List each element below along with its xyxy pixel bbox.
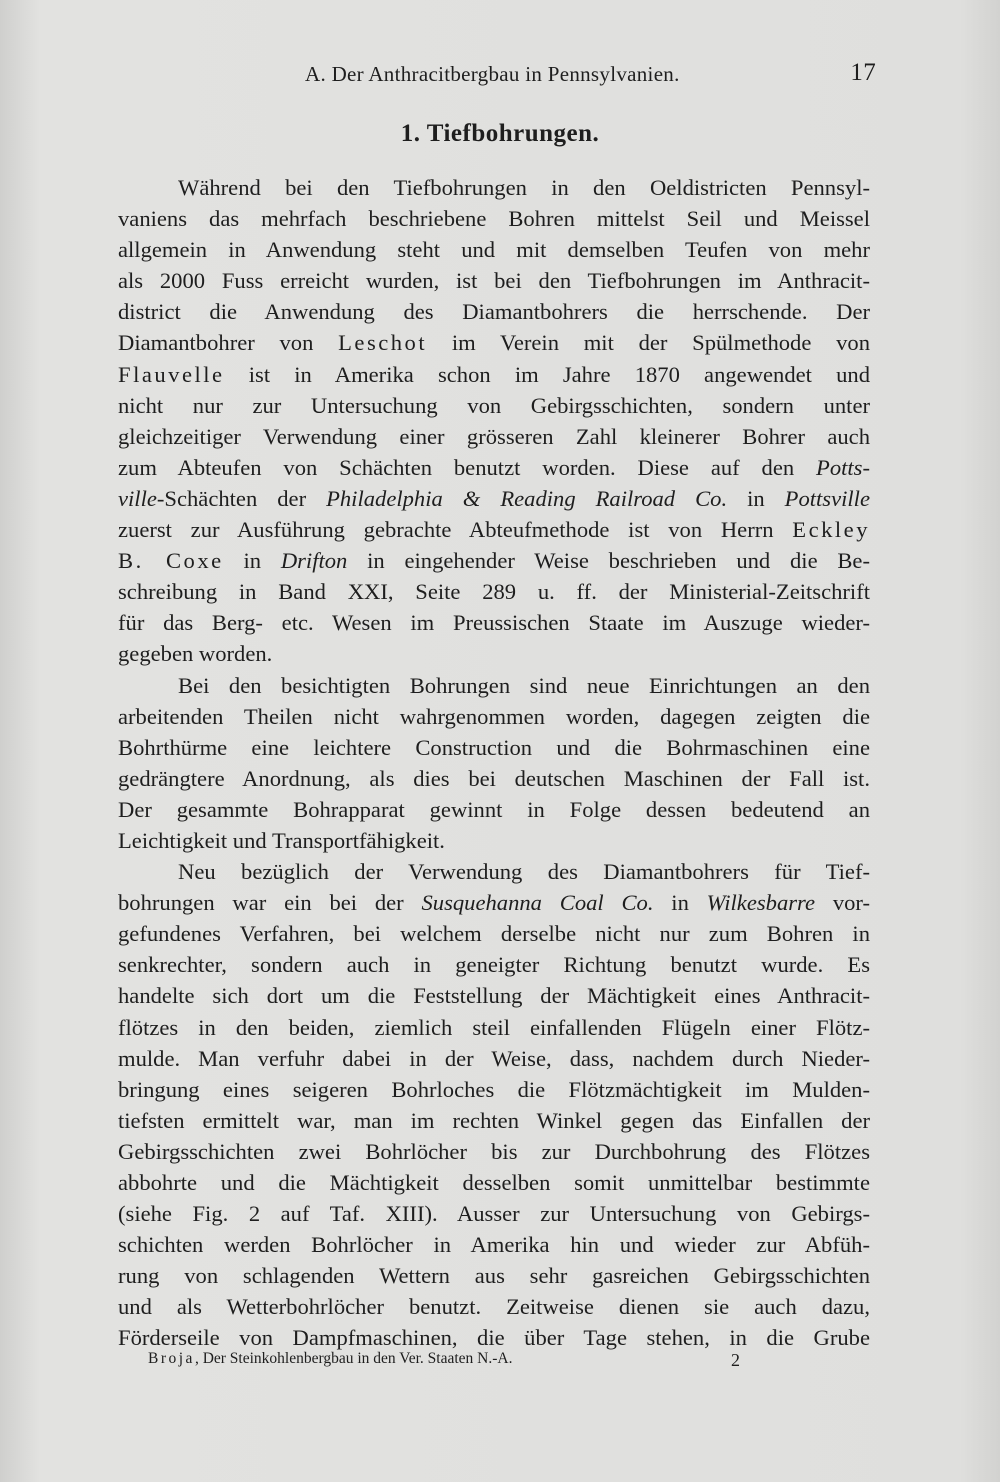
- text-line: [118, 545, 870, 576]
- text-line: abbohrte und die Mächtigkeit desselben somit unmittelbar bestimmte: [118, 1170, 870, 1195]
- italic-place: Wilkesbarre: [706, 890, 816, 916]
- section-title: 1. Tiefbohrungen.: [400, 120, 600, 147]
- italic-place: ville: [118, 485, 157, 511]
- text-line: [118, 359, 870, 390]
- italic-place: Potts-: [816, 454, 870, 480]
- signature-mark: 2: [731, 1350, 740, 1370]
- text-line: flötzes in den beiden, ziemlich steil einfallenden Flügeln einer Flötz-: [118, 1014, 870, 1040]
- text-run: bohrungen war ein bei der: [118, 890, 422, 916]
- running-title: A. Der Anthracitbergbau in Pennsylvanien.: [305, 62, 680, 86]
- text-line: [118, 327, 870, 358]
- text-line: senkrechter, sondern auch in geneigter Richtung benutzt wurde. Es: [118, 952, 870, 978]
- text-line: handelte sich dort um die Feststellung der Mächtigkeit eines Anthracit-: [118, 983, 870, 1009]
- text-line: [118, 483, 870, 514]
- text-line: allgemein in Anwendung steht und mit demselben Teufen von mehr: [118, 237, 870, 263]
- text-line: als 2000 Fuss erreicht wurden, ist bei den Tiefbohrungen im Anthracit-: [118, 268, 870, 294]
- text-line: für das Berg- etc. Wesen im Preussischen Staate im Auszuge wieder-: [118, 610, 870, 636]
- text-line: Neu bezüglich der Verwendung des Diamantbohrers für Tief-: [178, 859, 870, 885]
- page-number: 17: [850, 59, 876, 86]
- text-line: bringung eines seigeren Bohrloches die Flötzmächtigkeit im Mulden-: [118, 1076, 870, 1102]
- text-run: -Schächten der: [156, 485, 327, 511]
- text-line: vaniens das mehrfach beschriebene Bohren mittelst Seil und Meissel: [118, 206, 870, 232]
- text-line: (siehe Fig. 2 auf Taf. XIII). Ausser zur Untersuchung von Gebirgs-: [118, 1201, 870, 1227]
- text-line: Während bei den Tiefbohrungen in den Oeldistricten Pennsyl-: [178, 175, 870, 200]
- footer-citation: [148, 1350, 512, 1368]
- spaced-name: Eckley: [792, 517, 870, 543]
- text-line: Förderseile von Dampfmaschinen, die über Tage stehen, in die Grube: [118, 1325, 870, 1351]
- text-line: Bei den besichtigten Bohrungen sind neue Einrichtungen an den: [178, 672, 870, 698]
- text-run: zum Abteufen von Schächten benutzt worden. Diese auf den: [118, 454, 817, 480]
- text-run: in eingehender Weise beschrieben und die Be-: [347, 548, 870, 574]
- text-line: schichten werden Bohrlöcher in Amerika hin und wieder zur Abfüh-: [118, 1232, 870, 1258]
- spaced-name: Leschot: [338, 330, 428, 356]
- text-line: [118, 452, 870, 483]
- text-run: vor-: [815, 890, 871, 916]
- italic-company: Philadelphia & Reading Railroad Co.: [326, 485, 728, 511]
- page-footer: [148, 1350, 768, 1376]
- text-line: Bohrthürme eine leichtere Construction und die Bohrmaschinen eine: [118, 734, 870, 760]
- text-line: Leichtigkeit und Transportfähigkeit.: [118, 827, 445, 853]
- text-line: schreibung in Band XXI, Seite 289 u. ff. der Ministerial-Zeitschrift: [118, 579, 870, 605]
- text-line: Gebirgsschichten zwei Bohrlöcher bis zur Durchbohrung des Flötzes: [118, 1138, 870, 1164]
- text-line: tiefsten ermittelt war, man im rechten Winkel gegen das Einfallen der: [118, 1107, 870, 1133]
- text-run: ist in Amerika schon im Jahre 1870 angewendet und: [224, 361, 870, 387]
- spaced-name: Flauvelle: [118, 361, 225, 387]
- italic-place: Pottsville: [784, 485, 870, 511]
- footer-author: Broja: [148, 1350, 195, 1367]
- spaced-name: B. Coxe: [118, 548, 224, 574]
- text-line: gefundenes Verfahren, bei welchem derselbe nicht nur zum Bohren in: [118, 921, 870, 947]
- italic-place: Drifton: [280, 548, 348, 574]
- text-line: [118, 887, 870, 918]
- text-line: gegeben worden.: [118, 641, 273, 667]
- text-line: [118, 514, 870, 545]
- page-header: [118, 59, 878, 92]
- body-text: [118, 172, 870, 1354]
- text-line: Der gesammte Bohrapparat gewinnt in Folge dessen bedeutend an: [118, 796, 870, 822]
- text-line: und als Wetterbohrlöcher benutzt. Zeitweise dienen sie auch dazu,: [118, 1294, 870, 1320]
- text-run: Diamantbohrer von: [118, 330, 339, 356]
- text-run: zuerst zur Ausführung gebrachte Abteufmethode ist von Herrn: [118, 517, 793, 543]
- text-run: in: [223, 548, 281, 574]
- text-line: rung von schlagenden Wettern aus sehr gasreichen Gebirgsschichten: [118, 1263, 870, 1289]
- text-line: nicht nur zur Untersuchung von Gebirgsschichten, sondern unter: [118, 392, 870, 418]
- text-run: im Verein mit der Spülmethode von: [427, 330, 871, 356]
- text-line: district die Anwendung des Diamantbohrers die herrschende. Der: [118, 299, 870, 325]
- text-line: gleichzeitiger Verwendung einer grösseren Zahl kleinerer Bohrer auch: [118, 423, 870, 449]
- italic-company: Susquehanna Coal Co.: [421, 890, 654, 916]
- text-run: in: [727, 485, 785, 511]
- text-run: in: [653, 890, 707, 916]
- text-line: gedrängtere Anordnung, als dies bei deutschen Maschinen der Fall ist.: [118, 765, 870, 791]
- text-line: arbeitenden Theilen nicht wahrgenommen worden, dagegen zeigten die: [118, 703, 870, 729]
- footer-title: , Der Steinkohlenbergbau in den Ver. Staaten N.-A.: [194, 1350, 513, 1367]
- text-line: mulde. Man verfuhr dabei in der Weise, dass, nachdem durch Nieder-: [118, 1045, 870, 1071]
